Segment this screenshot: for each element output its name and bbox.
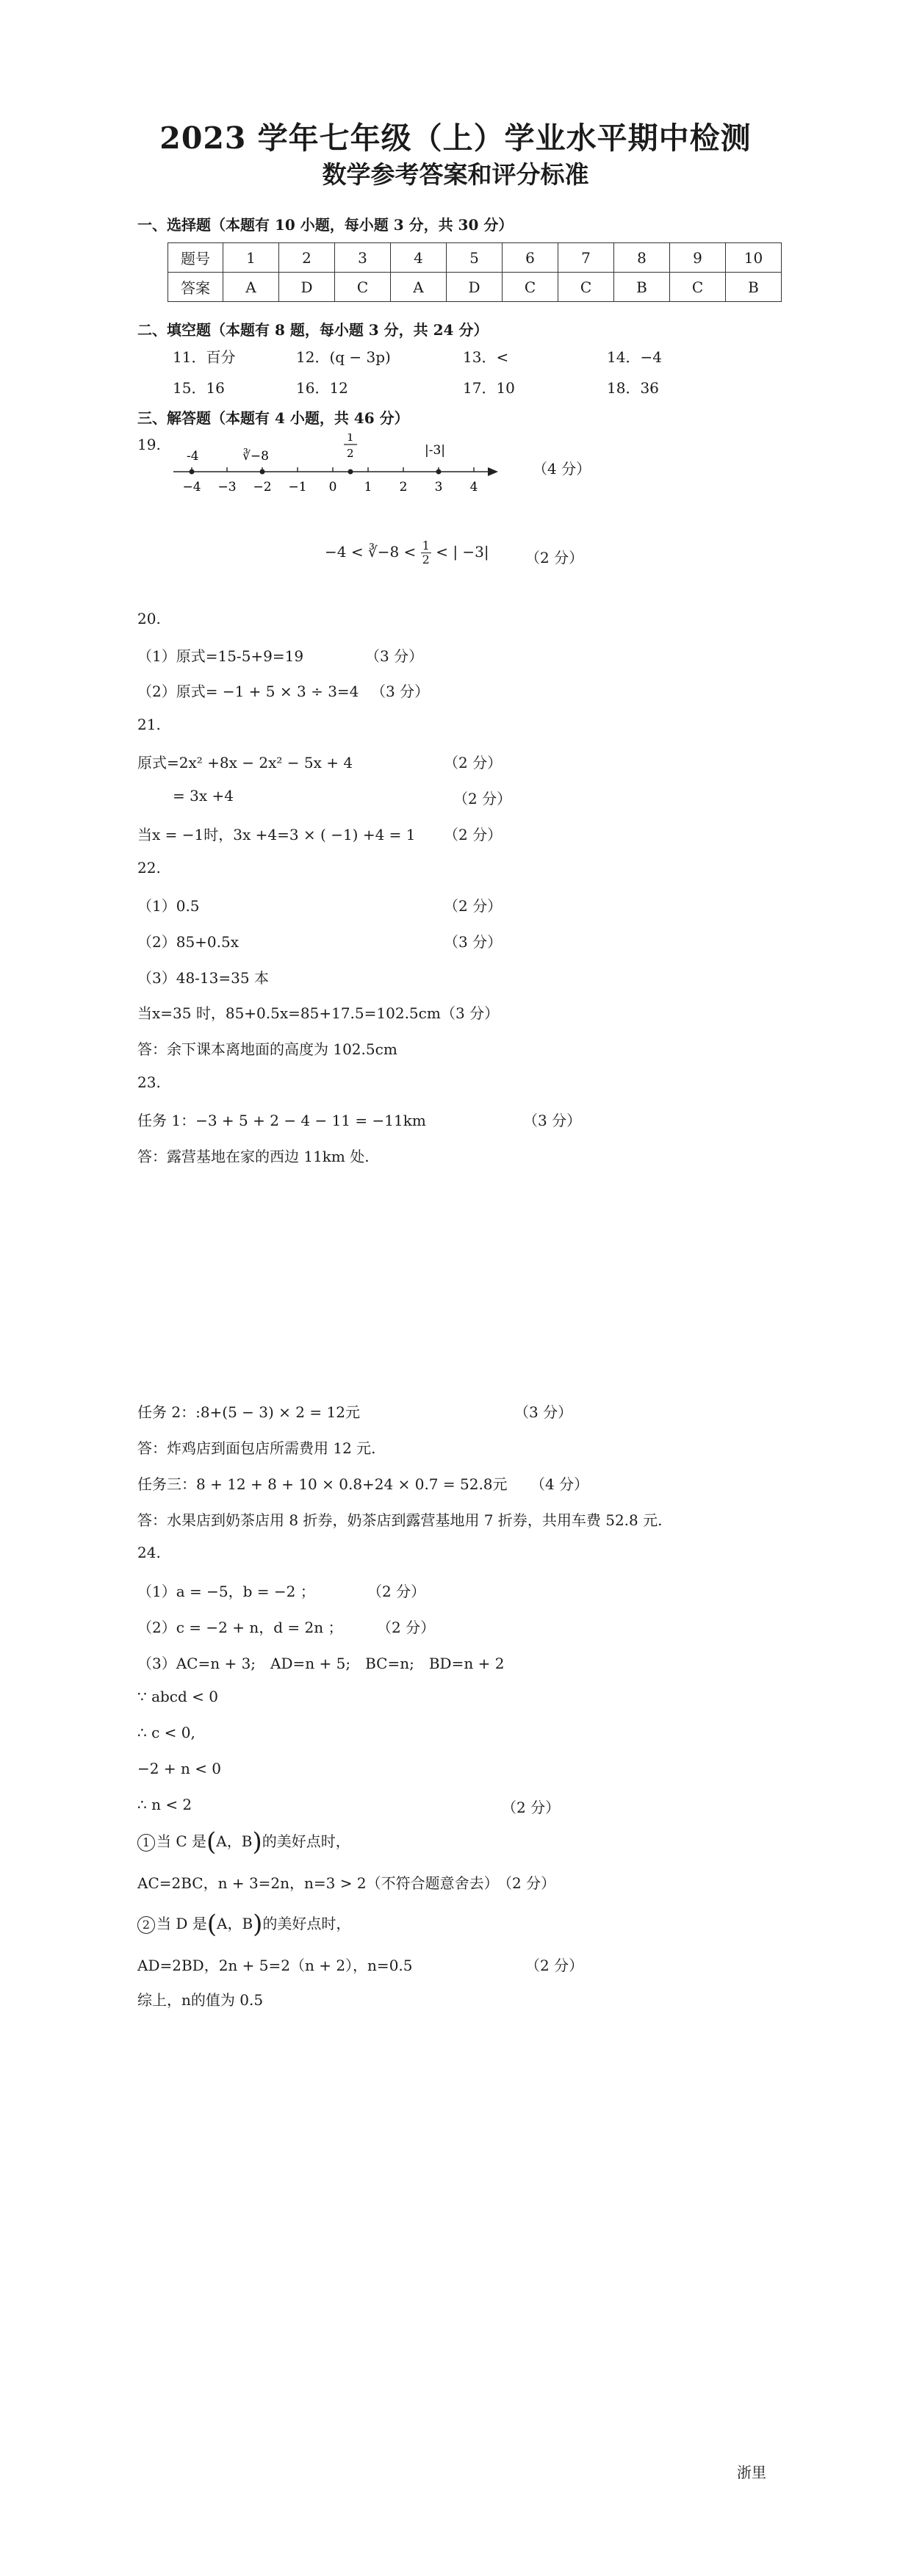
answer-line: ∵ abcd < 0	[137, 1688, 219, 1705]
fill-answer: 14．−4	[607, 348, 662, 366]
fill-answer: 16．12	[296, 379, 348, 397]
table-cell: 7	[558, 243, 614, 273]
answer-line: 答：炸鸡店到面包店所需费用 12 元.	[137, 1439, 376, 1457]
score: （2 分）	[453, 790, 512, 807]
answer-line: （3）48-13=35 本	[137, 969, 269, 987]
fill-answer: 13．<	[463, 348, 509, 366]
question-number: 21.	[137, 716, 161, 733]
number-line-tick-label: 2	[399, 480, 408, 494]
score: （2 分）	[444, 826, 503, 843]
score: （2 分）	[377, 1619, 436, 1636]
label-cbrt: ∛−8	[242, 449, 269, 464]
answer-line: = 3x +4	[173, 787, 234, 805]
table-cell: D	[279, 273, 335, 302]
point-one-half	[348, 469, 353, 475]
point-abs-minus-3	[436, 469, 442, 475]
text-fragment: A，B	[216, 1832, 253, 1850]
answer-line: 原式=2x² +8x − 2x² − 5x + 4	[137, 754, 353, 771]
number-line-tick-label: −4	[182, 480, 201, 494]
paren-right-icon: )	[253, 1910, 263, 1939]
fraction-one-half	[421, 539, 431, 566]
answer-line: 任务 2：:8+(5 − 3) × 2 = 12元	[137, 1403, 360, 1421]
answer-line: 当x = −1时，3x +4=3 × ( −1) +4 = 1	[137, 826, 416, 843]
score: （2 分）	[367, 1583, 426, 1600]
score: （2 分）	[497, 1874, 556, 1892]
answer-line: ∴ n < 2	[137, 1796, 192, 1813]
label-half-denominator: 2	[347, 447, 354, 460]
number-line-tick-label: −3	[217, 480, 237, 494]
table-cell: B	[726, 273, 782, 302]
inequality-left: −4 < ∛−8 <	[325, 543, 417, 561]
score: （3 分）	[441, 1004, 500, 1022]
table-row-numbers	[168, 243, 782, 273]
answer-line: （3）AC=n + 3; AD=n + 5; BC=n; BD=n + 2	[137, 1655, 505, 1672]
table-row-answers	[168, 273, 782, 302]
score: （2 分）	[444, 897, 503, 915]
answer-line: （1）0.5	[137, 897, 200, 915]
table-cell: 4	[391, 243, 447, 273]
number-line-tick-label: −1	[288, 480, 307, 494]
answer-table	[168, 242, 782, 302]
circled-number: 1	[137, 1834, 155, 1852]
paren-left-icon: (	[206, 1910, 217, 1939]
fraction-numerator: 1	[422, 539, 430, 553]
circled-number: 2	[137, 1916, 155, 1934]
answer-line: （2）原式= −1 + 5 × 3 ÷ 3=4	[137, 683, 359, 700]
paren-left-icon: (	[206, 1827, 217, 1857]
answer-line: AC=2BC，n + 3=2n，n=3 > 2（不符合题意舍去）	[137, 1874, 499, 1892]
text-fragment: 的美好点时，	[262, 1915, 351, 1932]
score: （3 分）	[514, 1403, 573, 1421]
section2-heading: 二、填空题（本题有 8 题，每小题 3 分，共 24 分）	[137, 321, 489, 339]
score: （4 分）	[533, 460, 591, 478]
fraction-denominator: 2	[422, 553, 430, 566]
answer-line: 任务 1：−3 + 5 + 2 − 4 − 11 = −11km	[137, 1112, 426, 1129]
answer-line: （2）85+0.5x	[137, 933, 240, 951]
table-cell: C	[558, 273, 614, 302]
fill-answer: 17．10	[463, 379, 515, 397]
answer-line: 答：水果店到奶茶店用 8 折券，奶茶店到露营基地用 7 折券，共用车费 52.8 元.	[137, 1511, 663, 1529]
table-cell: C	[335, 273, 391, 302]
answer-line: 任务三：8 + 12 + 8 + 10 × 0.8+24 × 0.7 = 52.8元	[137, 1475, 508, 1493]
label-minus-4: -4	[187, 449, 199, 464]
score: （3 分）	[365, 647, 424, 665]
point-cbrt-minus-8	[260, 469, 265, 475]
answer-line: （1）原式=15-5+9=19	[137, 647, 304, 665]
answer-line: −2 + n < 0	[137, 1760, 222, 1777]
table-cell: 5	[447, 243, 503, 273]
number-line-diagram	[170, 433, 508, 514]
fill-answer: 12．(q − 3p)	[296, 348, 391, 366]
table-header-cell: 题号	[168, 243, 223, 273]
question-number: 24.	[137, 1544, 161, 1561]
answer-line	[137, 1827, 350, 1857]
table-header-cell: 答案	[168, 273, 223, 302]
table-cell: A	[391, 273, 447, 302]
text-fragment: A，B	[217, 1915, 253, 1932]
table-cell: C	[670, 273, 726, 302]
text-fragment: 的美好点时，	[262, 1832, 350, 1850]
label-abs: |-3|	[425, 443, 446, 458]
fill-answer: 11．百分	[173, 348, 236, 366]
question-number: 20.	[137, 610, 161, 627]
score: （3 分）	[371, 683, 430, 700]
table-cell: 6	[503, 243, 558, 273]
answer-line: 当x=35 时，85+0.5x=85+17.5=102.5cm	[137, 1004, 441, 1022]
answer-line: AD=2BD，2n + 5=2（n + 2），n=0.5	[137, 1957, 413, 1974]
answer-line	[137, 1910, 350, 1939]
score: （3 分）	[523, 1112, 582, 1129]
question-number: 22.	[137, 859, 161, 877]
answer-line: 综上，n的值为 0.5	[137, 1991, 264, 2009]
score: （3 分）	[444, 933, 503, 951]
text-fragment: 当 D 是	[156, 1915, 207, 1932]
number-line-tick-label: 4	[469, 480, 478, 494]
table-cell: 1	[223, 243, 279, 273]
score: （2 分）	[444, 754, 503, 771]
text-fragment: 当 C 是	[156, 1832, 207, 1850]
answer-line: （1）a = −5，b = −2 ；	[137, 1583, 315, 1600]
score: （2 分）	[525, 1957, 584, 1974]
footer-mark: 浙里	[737, 2464, 766, 2481]
answer-line: 答：余下课本离地面的高度为 102.5cm	[137, 1040, 397, 1058]
fill-answer: 18．36	[607, 379, 659, 397]
arrow-head-icon	[488, 467, 498, 476]
table-cell: B	[614, 273, 670, 302]
table-cell: D	[447, 273, 503, 302]
answer-line: （2）c = −2 + n，d = 2n ；	[137, 1619, 343, 1636]
paren-right-icon: )	[252, 1827, 262, 1857]
table-cell: A	[223, 273, 279, 302]
fill-answer: 15．16	[173, 379, 225, 397]
point-minus-4	[190, 469, 195, 475]
inequality-right: < | −3|	[436, 543, 489, 561]
number-line-tick-label: 1	[364, 480, 372, 494]
table-cell: 9	[670, 243, 726, 273]
question-number: 19.	[137, 436, 161, 453]
label-half-numerator: 1	[347, 433, 354, 444]
section1-heading: 一、选择题（本题有 10 小题，每小题 3 分，共 30 分）	[137, 216, 514, 234]
section3-heading: 三、解答题（本题有 4 小题，共 46 分）	[137, 409, 409, 427]
table-cell: C	[503, 273, 558, 302]
score: （4 分）	[530, 1475, 589, 1493]
number-line-tick-label: −2	[253, 480, 272, 494]
score: （2 分）	[525, 549, 584, 566]
table-cell: 10	[726, 243, 782, 273]
page-subtitle: 数学参考答案和评分标准	[322, 160, 589, 189]
table-cell: 3	[335, 243, 391, 273]
answer-line: 答：露营基地在家的西边 11km 处.	[137, 1148, 370, 1165]
inequality-result	[325, 539, 489, 566]
number-line-tick-label: 3	[434, 480, 443, 494]
answer-line: ∴ c < 0,	[137, 1724, 195, 1741]
page-title: 2023 学年七年级（上）学业水平期中检测	[159, 120, 752, 156]
table-cell: 2	[279, 243, 335, 273]
score: （2 分）	[502, 1799, 561, 1816]
question-number: 23.	[137, 1073, 161, 1091]
number-line-tick-label: 0	[328, 480, 337, 494]
table-cell: 8	[614, 243, 670, 273]
